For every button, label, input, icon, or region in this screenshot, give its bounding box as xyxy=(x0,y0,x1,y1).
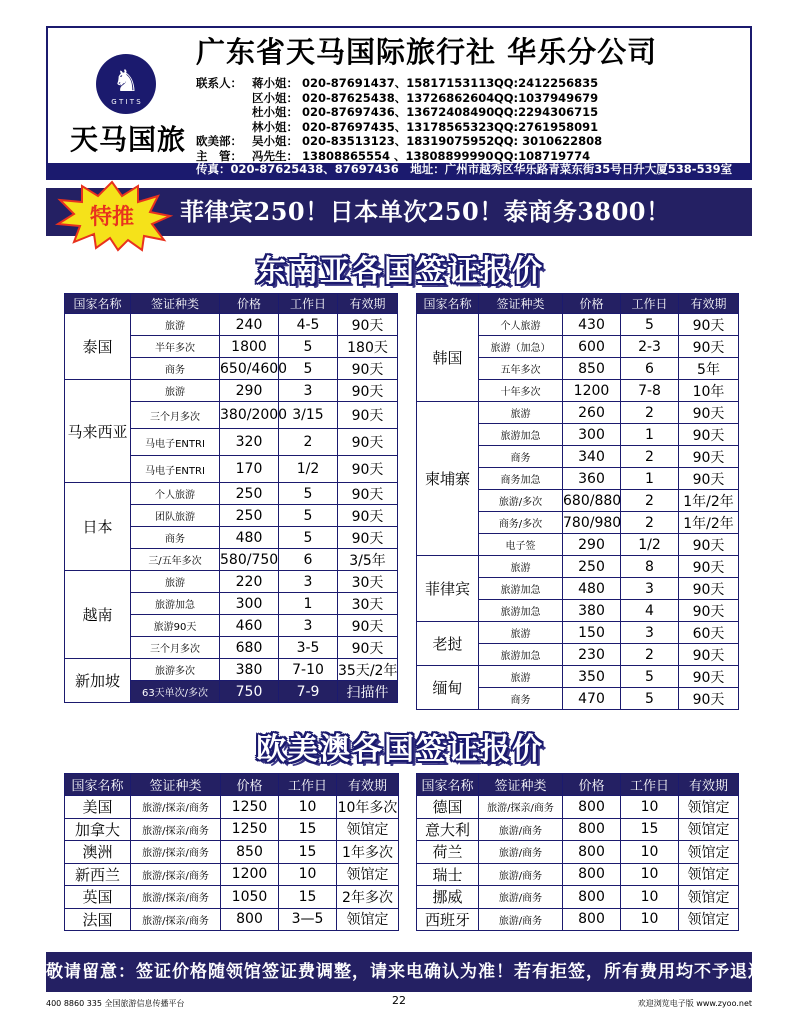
table-row xyxy=(65,571,398,593)
country-cell: 新西兰 xyxy=(65,863,131,886)
contact-line xyxy=(196,76,598,91)
workdays-cell: 2 xyxy=(621,490,679,512)
price-cell: 260 xyxy=(563,402,621,424)
sea-visa-table-right xyxy=(416,293,739,710)
workdays-cell: 6 xyxy=(621,358,679,380)
validity-cell: 180天 xyxy=(338,336,398,358)
price-cell: 250 xyxy=(220,483,279,505)
price-cell: 250 xyxy=(563,556,621,578)
validity-cell: 90天 xyxy=(338,527,398,549)
column-header: 价格 xyxy=(563,774,621,796)
validity-cell: 领馆定 xyxy=(679,908,739,931)
price-cell: 480 xyxy=(563,578,621,600)
validity-cell: 90天 xyxy=(679,336,739,358)
column-header: 价格 xyxy=(563,294,621,314)
price-cell: 250 xyxy=(220,505,279,527)
country-cell: 西班牙 xyxy=(417,908,479,931)
footer-hotline: 400 8860 335 全国旅游信息传播平台 xyxy=(46,999,185,1008)
contact-qq: QQ:1037949679 xyxy=(494,90,599,105)
price-cell: 360 xyxy=(563,468,621,490)
contact-name: 林小姐： xyxy=(252,119,298,134)
table-row xyxy=(417,841,739,864)
country-cell: 德国 xyxy=(417,796,479,819)
contact-phones: 020-87625438、13726862604 xyxy=(302,90,495,105)
validity-cell: 1年/2年 xyxy=(679,490,739,512)
contact-qq: QQ:2761958091 xyxy=(494,119,599,134)
price-cell: 340 xyxy=(563,446,621,468)
price-cell: 600 xyxy=(563,336,621,358)
workdays-cell: 3—5 xyxy=(279,908,337,931)
column-header: 国家名称 xyxy=(417,294,479,314)
starburst-badge-icon xyxy=(52,182,172,250)
price-cell: 430 xyxy=(563,314,621,336)
promo-badge-text: 特推 xyxy=(89,205,135,230)
page-number: 22 xyxy=(392,994,406,1007)
visa-type-cell: 旅游/商务 xyxy=(479,886,563,909)
workdays-cell: 5 xyxy=(621,314,679,336)
workdays-cell: 5 xyxy=(621,688,679,710)
visa-type-cell: 商务 xyxy=(131,527,220,549)
contact-phones: 020-83513123、18319075952 xyxy=(302,134,495,149)
validity-cell: 领馆定 xyxy=(337,863,399,886)
price-cell: 220 xyxy=(220,571,279,593)
column-header: 国家名称 xyxy=(417,774,479,796)
table-row xyxy=(417,314,739,336)
validity-cell: 领馆定 xyxy=(679,841,739,864)
validity-cell: 90天 xyxy=(338,615,398,637)
visa-type-cell: 商务加急 xyxy=(479,468,563,490)
column-header: 签证种类 xyxy=(131,774,221,796)
validity-cell: 90天 xyxy=(679,688,739,710)
validity-cell: 领馆定 xyxy=(679,818,739,841)
contact-phones: 020-87697435、13178565323 xyxy=(302,119,495,134)
visa-type-cell: 旅游加急 xyxy=(479,578,563,600)
validity-cell: 90天 xyxy=(338,402,398,429)
price-cell: 1050 xyxy=(221,886,279,909)
visa-type-cell: 旅游/探亲/商务 xyxy=(131,886,221,909)
eu-visa-table-right xyxy=(416,773,739,931)
workdays-cell: 6 xyxy=(279,549,338,571)
table-row xyxy=(65,380,398,402)
workdays-cell: 2 xyxy=(279,429,338,456)
visa-type-cell: 商务/多次 xyxy=(479,512,563,534)
contact-name: 冯先生： xyxy=(252,149,298,163)
visa-type-cell: 63天单次/多次 xyxy=(131,681,220,703)
workdays-cell: 3 xyxy=(279,571,338,593)
visa-type-cell: 旅游 xyxy=(131,314,220,336)
eu-section-title: 欧美澳各国签证报价 xyxy=(256,732,544,767)
country-cell: 韩国 xyxy=(417,314,479,402)
visa-type-cell: 旅游/商务 xyxy=(479,818,563,841)
price-cell: 680 xyxy=(220,637,279,659)
country-cell: 英国 xyxy=(65,886,131,909)
visa-type-cell: 旅游90天 xyxy=(131,615,220,637)
workdays-cell: 3 xyxy=(279,380,338,402)
workdays-cell: 2 xyxy=(621,402,679,424)
validity-cell: 35天/2年 xyxy=(338,659,398,681)
workdays-cell: 7-8 xyxy=(621,380,679,402)
price-cell: 470 xyxy=(563,688,621,710)
validity-cell: 领馆定 xyxy=(679,863,739,886)
promo-text: 菲律宾250！日本单次250！泰商务3800！ xyxy=(180,197,671,226)
visa-type-cell: 个人旅游 xyxy=(479,314,563,336)
table-row xyxy=(65,886,399,909)
price-cell: 650/4600 xyxy=(220,358,279,380)
table-row xyxy=(417,622,739,644)
workdays-cell: 5 xyxy=(279,336,338,358)
agency-header xyxy=(46,26,752,180)
contact-dept: 主 管： xyxy=(196,149,242,163)
workdays-cell: 3 xyxy=(621,578,679,600)
column-header: 工作日 xyxy=(279,294,338,314)
visa-type-cell: 旅游/商务 xyxy=(479,863,563,886)
validity-cell: 3/5年 xyxy=(338,549,398,571)
workdays-cell: 2 xyxy=(621,644,679,666)
visa-type-cell: 旅游加急 xyxy=(479,424,563,446)
price-cell: 580/750 xyxy=(220,549,279,571)
visa-type-cell: 三/五年多次 xyxy=(131,549,220,571)
workdays-cell: 5 xyxy=(279,527,338,549)
country-cell: 菲律宾 xyxy=(417,556,479,622)
country-cell: 柬埔寨 xyxy=(417,402,479,556)
validity-cell: 领馆定 xyxy=(337,908,399,931)
visa-type-cell: 旅游加急 xyxy=(131,593,220,615)
visa-type-cell: 个人旅游 xyxy=(131,483,220,505)
validity-cell: 90天 xyxy=(338,429,398,456)
visa-type-cell: 旅游/商务 xyxy=(479,908,563,931)
sea-section-title: 东南亚各国签证报价 xyxy=(256,254,544,289)
workdays-cell: 4 xyxy=(621,600,679,622)
visa-type-cell: 旅游多次 xyxy=(131,659,220,681)
price-cell: 1800 xyxy=(220,336,279,358)
price-cell: 800 xyxy=(563,886,621,909)
price-cell: 800 xyxy=(563,841,621,864)
country-cell: 马来西亚 xyxy=(65,380,131,483)
workdays-cell: 5 xyxy=(621,666,679,688)
validity-cell: 领馆定 xyxy=(679,796,739,819)
visa-type-cell: 五年多次 xyxy=(479,358,563,380)
contact-name: 区小姐： xyxy=(252,90,298,105)
workdays-cell: 10 xyxy=(621,841,679,864)
table-row xyxy=(65,483,398,505)
visa-type-cell: 三个月多次 xyxy=(131,402,220,429)
validity-cell: 90天 xyxy=(338,505,398,527)
country-cell: 瑞士 xyxy=(417,863,479,886)
price-cell: 850 xyxy=(563,358,621,380)
workdays-cell: 8 xyxy=(621,556,679,578)
visa-type-cell: 旅游 xyxy=(131,380,220,402)
workdays-cell: 1/2 xyxy=(279,456,338,483)
column-header: 价格 xyxy=(221,774,279,796)
validity-cell: 90天 xyxy=(679,666,739,688)
table-row xyxy=(65,908,399,931)
validity-cell: 90天 xyxy=(679,578,739,600)
validity-cell: 30天 xyxy=(338,593,398,615)
visa-type-cell: 旅游 xyxy=(131,571,220,593)
column-header: 有效期 xyxy=(679,774,739,796)
validity-cell: 90天 xyxy=(679,446,739,468)
validity-cell: 90天 xyxy=(679,534,739,556)
contact-line xyxy=(196,105,598,120)
workdays-cell: 1 xyxy=(279,593,338,615)
table-row xyxy=(65,796,399,819)
country-cell: 新加坡 xyxy=(65,659,131,703)
validity-cell: 扫描件 xyxy=(338,681,398,703)
table-row xyxy=(65,314,398,336)
price-cell: 850 xyxy=(221,841,279,864)
validity-cell: 90天 xyxy=(338,456,398,483)
visa-type-cell: 旅游/探亲/商务 xyxy=(479,796,563,819)
table-row xyxy=(417,556,739,578)
workdays-cell: 10 xyxy=(279,863,337,886)
validity-cell: 10年多次 xyxy=(337,796,399,819)
contact-phones: 020-87697436、13672408490 xyxy=(302,105,495,120)
price-cell: 1200 xyxy=(221,863,279,886)
visa-type-cell: 旅游 xyxy=(479,402,563,424)
visa-type-cell: 旅游（加急） xyxy=(479,336,563,358)
price-cell: 800 xyxy=(563,863,621,886)
contact-line xyxy=(196,91,598,106)
price-cell: 170 xyxy=(220,456,279,483)
promo-banner xyxy=(46,182,752,240)
workdays-cell: 10 xyxy=(621,908,679,931)
workdays-cell: 4-5 xyxy=(279,314,338,336)
workdays-cell: 7-9 xyxy=(279,681,338,703)
validity-cell: 领馆定 xyxy=(679,886,739,909)
validity-cell: 90天 xyxy=(679,600,739,622)
country-cell: 荷兰 xyxy=(417,841,479,864)
table-row xyxy=(417,666,739,688)
table-row xyxy=(65,841,399,864)
table-row xyxy=(417,863,739,886)
contact-phones: 13808865554 、13808899990 xyxy=(302,149,494,163)
price-cell: 300 xyxy=(563,424,621,446)
workdays-cell: 3 xyxy=(621,622,679,644)
contact-name: 吴小姐： xyxy=(252,134,298,149)
price-cell: 290 xyxy=(220,380,279,402)
country-cell: 日本 xyxy=(65,483,131,571)
contact-qq: QQ:108719774 xyxy=(494,149,591,163)
table-row xyxy=(417,818,739,841)
workdays-cell: 10 xyxy=(621,886,679,909)
country-cell: 澳洲 xyxy=(65,841,131,864)
visa-type-cell: 商务 xyxy=(479,446,563,468)
workdays-cell: 15 xyxy=(621,818,679,841)
visa-type-cell: 半年多次 xyxy=(131,336,220,358)
price-cell: 240 xyxy=(220,314,279,336)
company-name: 广东省天马国际旅行社 华乐分公司 xyxy=(196,35,658,69)
price-cell: 300 xyxy=(220,593,279,615)
table-row xyxy=(417,402,739,424)
price-cell: 320 xyxy=(220,429,279,456)
visa-type-cell: 马电子ENTRI xyxy=(131,429,220,456)
validity-cell: 10年 xyxy=(679,380,739,402)
validity-cell: 60天 xyxy=(679,622,739,644)
visa-type-cell: 团队旅游 xyxy=(131,505,220,527)
logo-text: 天马国旅 xyxy=(70,123,187,156)
price-cell: 1200 xyxy=(563,380,621,402)
price-cell: 150 xyxy=(563,622,621,644)
footer-website: 欢迎浏览电子版 www.zyoo.net xyxy=(637,999,752,1008)
contact-qq: QQ: 3010622808 xyxy=(494,134,603,149)
sea-visa-table-left xyxy=(64,293,398,703)
validity-cell: 90天 xyxy=(338,483,398,505)
price-cell: 460 xyxy=(220,615,279,637)
visa-type-cell: 旅游 xyxy=(479,622,563,644)
price-cell: 290 xyxy=(563,534,621,556)
country-cell: 挪威 xyxy=(417,886,479,909)
visa-type-cell: 旅游/探亲/商务 xyxy=(131,841,221,864)
country-cell: 美国 xyxy=(65,796,131,819)
refund-notice: 敬请留意：签证价格随领馆签证费调整，请来电确认为准！若有拒签，所有费用均不予退还 xyxy=(46,952,752,992)
visa-type-cell: 旅游/探亲/商务 xyxy=(131,908,221,931)
workdays-cell: 10 xyxy=(621,863,679,886)
contact-dept: 欧美部： xyxy=(196,134,242,149)
validity-cell: 90天 xyxy=(338,314,398,336)
visa-type-cell: 商务 xyxy=(131,358,220,380)
country-cell: 越南 xyxy=(65,571,131,659)
workdays-cell: 10 xyxy=(279,796,337,819)
visa-type-cell: 十年多次 xyxy=(479,380,563,402)
workdays-cell: 10 xyxy=(621,796,679,819)
workdays-cell: 5 xyxy=(279,505,338,527)
validity-cell: 1年/2年 xyxy=(679,512,739,534)
country-cell: 意大利 xyxy=(417,818,479,841)
workdays-cell: 15 xyxy=(279,818,337,841)
workdays-cell: 2 xyxy=(621,512,679,534)
visa-type-cell: 电子签 xyxy=(479,534,563,556)
price-cell: 800 xyxy=(563,818,621,841)
validity-cell: 2年多次 xyxy=(337,886,399,909)
table-row xyxy=(417,908,739,931)
validity-cell: 90天 xyxy=(338,380,398,402)
table-row xyxy=(417,886,739,909)
price-cell: 680/880 xyxy=(563,490,621,512)
visa-type-cell: 马电子ENTRI xyxy=(131,456,220,483)
column-header: 签证种类 xyxy=(479,294,563,314)
workdays-cell: 3-5 xyxy=(279,637,338,659)
country-cell: 加拿大 xyxy=(65,818,131,841)
validity-cell: 1年多次 xyxy=(337,841,399,864)
visa-type-cell: 商务 xyxy=(479,688,563,710)
workdays-cell: 5 xyxy=(279,483,338,505)
column-header: 国家名称 xyxy=(65,294,131,314)
column-header: 国家名称 xyxy=(65,774,131,796)
validity-cell: 90天 xyxy=(679,402,739,424)
price-cell: 1250 xyxy=(221,796,279,819)
eu-visa-table-left xyxy=(64,773,399,931)
column-header: 工作日 xyxy=(279,774,337,796)
workdays-cell: 3/15 xyxy=(279,402,338,429)
agency-logo xyxy=(52,32,192,178)
table-row xyxy=(65,818,399,841)
validity-cell: 90天 xyxy=(679,424,739,446)
workdays-cell: 15 xyxy=(279,841,337,864)
contact-line xyxy=(196,120,598,135)
price-cell: 750 xyxy=(220,681,279,703)
visa-type-cell: 旅游/探亲/商务 xyxy=(131,863,221,886)
country-cell: 法国 xyxy=(65,908,131,931)
workdays-cell: 2-3 xyxy=(621,336,679,358)
price-cell: 380 xyxy=(563,600,621,622)
price-cell: 230 xyxy=(563,644,621,666)
visa-type-cell: 旅游/商务 xyxy=(479,841,563,864)
contact-name: 杜小姐： xyxy=(252,105,298,120)
column-header: 有效期 xyxy=(679,294,739,314)
contact-name: 蒋小姐： xyxy=(252,76,298,90)
validity-cell: 90天 xyxy=(679,556,739,578)
column-header: 签证种类 xyxy=(479,774,563,796)
price-cell: 780/980 xyxy=(563,512,621,534)
workdays-cell: 15 xyxy=(279,886,337,909)
country-cell: 缅甸 xyxy=(417,666,479,710)
validity-cell: 5年 xyxy=(679,358,739,380)
country-cell: 泰国 xyxy=(65,314,131,380)
table-row xyxy=(417,796,739,819)
column-header: 有效期 xyxy=(338,294,398,314)
price-cell: 480 xyxy=(220,527,279,549)
price-cell: 1250 xyxy=(221,818,279,841)
validity-cell: 90天 xyxy=(338,358,398,380)
visa-type-cell: 旅游 xyxy=(479,556,563,578)
validity-cell: 90天 xyxy=(679,468,739,490)
column-header: 工作日 xyxy=(621,774,679,796)
workdays-cell: 1 xyxy=(621,468,679,490)
visa-type-cell: 旅游 xyxy=(479,666,563,688)
validity-cell: 30天 xyxy=(338,571,398,593)
fax-address: 传真：020-87625438、87697436 地址：广州市越秀区华乐路青菜东街35号日升大厦538-539室 xyxy=(196,162,733,176)
price-cell: 800 xyxy=(221,908,279,931)
price-cell: 350 xyxy=(563,666,621,688)
price-cell: 800 xyxy=(563,796,621,819)
price-cell: 800 xyxy=(563,908,621,931)
contact-qq: QQ:2294306715 xyxy=(494,105,599,120)
validity-cell: 90天 xyxy=(679,644,739,666)
contact-phones: 020-87691437、15817153113 xyxy=(302,76,495,90)
table-row xyxy=(65,863,399,886)
visa-type-cell: 旅游加急 xyxy=(479,600,563,622)
price-cell: 380 xyxy=(220,659,279,681)
workdays-cell: 1 xyxy=(621,424,679,446)
column-header: 工作日 xyxy=(621,294,679,314)
column-header: 有效期 xyxy=(337,774,399,796)
visa-type-cell: 旅游/探亲/商务 xyxy=(131,818,221,841)
price-cell: 380/2000 xyxy=(220,402,279,429)
validity-cell: 90天 xyxy=(679,314,739,336)
contact-dept: 联系人： xyxy=(196,76,242,90)
country-cell: 老挝 xyxy=(417,622,479,666)
visa-type-cell: 旅游加急 xyxy=(479,644,563,666)
validity-cell: 领馆定 xyxy=(337,818,399,841)
workdays-cell: 5 xyxy=(279,358,338,380)
visa-type-cell: 三个月多次 xyxy=(131,637,220,659)
validity-cell: 90天 xyxy=(338,637,398,659)
workdays-cell: 2 xyxy=(621,446,679,468)
workdays-cell: 7-10 xyxy=(279,659,338,681)
workdays-cell: 1/2 xyxy=(621,534,679,556)
contact-qq: QQ:2412256835 xyxy=(494,76,599,90)
column-header: 签证种类 xyxy=(131,294,220,314)
visa-type-cell: 旅游/多次 xyxy=(479,490,563,512)
contact-line xyxy=(196,134,602,149)
horse-logo-icon: ♞ G T I T S xyxy=(96,54,156,114)
column-header: 价格 xyxy=(220,294,279,314)
workdays-cell: 3 xyxy=(279,615,338,637)
table-row xyxy=(65,659,398,681)
visa-type-cell: 旅游/探亲/商务 xyxy=(131,796,221,819)
